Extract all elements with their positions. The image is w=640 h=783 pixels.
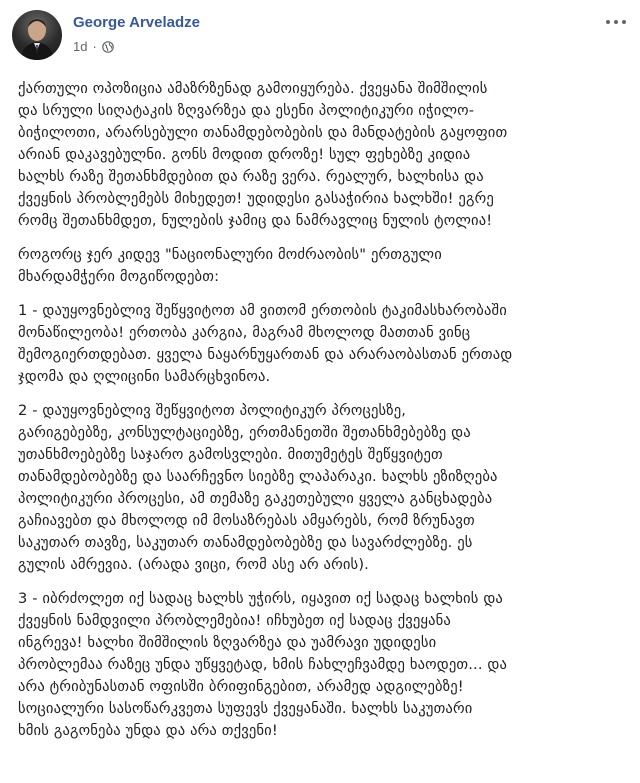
post-subline xyxy=(73,39,200,54)
more-dot xyxy=(614,20,618,24)
post-meta xyxy=(73,13,200,54)
avatar[interactable] xyxy=(12,10,62,60)
globe-icon[interactable] xyxy=(102,41,114,53)
author-name[interactable]: George Arveladze xyxy=(73,14,200,31)
post-paragraph: 3 - იბრძოლეთ იქ სადაც ხალხს უჭირს, იყავით იქ სადაც ხალხის და ქვეყნის ნამდვილი პრობლემებია! იჩხუბეთ იქ სადაც ქვეყანა ინგრევა! ხალხი შიმშილის ზღვარზეა და უამრავი უდიდესი პრობლემაა რაზეც უნდა უწყვეტად, ხმის ჩახლეჩვამდე ხაოდეთ... და არა ტრიბუნასთან ოფისში ბრიფინგებით, არამედ ადგილებზე! სოციალური სასოწარკვეთა სუფევს ქვეყანაში. ხალხს საკუთარი ხმის გაგონება უნდა და არა თქვენი! xyxy=(18,590,508,739)
more-dot xyxy=(622,20,626,24)
more-dot xyxy=(606,20,610,24)
profile-photo-icon xyxy=(12,10,62,60)
post-paragraph: 2 - დაუყოვნებლივ შეწყვიტოთ პოლიტიკურ პროცესზე, გარიგებებზე, კონსულტაციებზე, ერთმანეთში შეთანხმებებზე და უთანხმოებებზე საჯარო გამოსვლები. მითუმეტეს შეწყვიტეთ თანამდებობებზე და საარჩევნო სიებზე ლაპარაკი. ხალხს ეზიზღება პოლიტიკური პროცესი, ამ თემაზე გაკეთებული ყველა განცხადება გაჩიავებთ და მხოლოდ იმ მოსაზრებას ამყარებს, რომ ზრუნავთ საკუთარ თავზე, საკუთარ თანამდებობებზე და სავარძლებზე. ეს გულის ამრევია. (არადა ვიცი, რომ ასე არ არის). xyxy=(18,402,498,573)
separator-dot: · xyxy=(92,39,97,54)
post-paragraph: როგორც ჯერ კიდევ "ნაციონალური მოძრაობის" ერთგული მხარდამჭერი მოგიწოდებთ: xyxy=(18,246,442,285)
post-header xyxy=(12,10,200,66)
post-paragraph: ქართული ოპოზიცია ამაზრზენად გამოიყურება. ქვეყანა შიმშილის და სრული სიღატაკის ზღვარზეა და ესენი პოლიტიკური იჭილო- ბიჭილოთი, არარსებული თანამდებობების და მანდატების გაყოფით არიან დაკავებულნი. გონს მოდით დროზე! სულ ფეხებზე კიდია ხალხს რაზე შეთანხმდებით და რაზე ვერა. რეალურ, ხალხისა და ქვეყნის პრობლემებს მიხედეთ! უდიდესი გასაჭირია ხალხში! ეგრე რომც შეთანხმდეთ, ნულების ჯამიც და ნამრავლიც ნულის ტოლია! xyxy=(18,80,508,229)
more-options-icon[interactable] xyxy=(606,16,626,28)
post-paragraph: 1 - დაუყოვნებლივ შეწყვიტოთ ამ ვითომ ერთობის ტაკიმასხარობაში მონაწილეობა! ერთობა კარგია, მაგრამ მხოლოდ მათთან ვინც შემოგიერთდებათ. ყველა ნაყარნუყართან და არარაობასთან ერთად ჯდომა და ღლიცინი სამარცხვინოა. xyxy=(18,302,513,385)
post-body xyxy=(18,78,622,754)
post-timestamp[interactable]: 1d xyxy=(73,39,88,54)
